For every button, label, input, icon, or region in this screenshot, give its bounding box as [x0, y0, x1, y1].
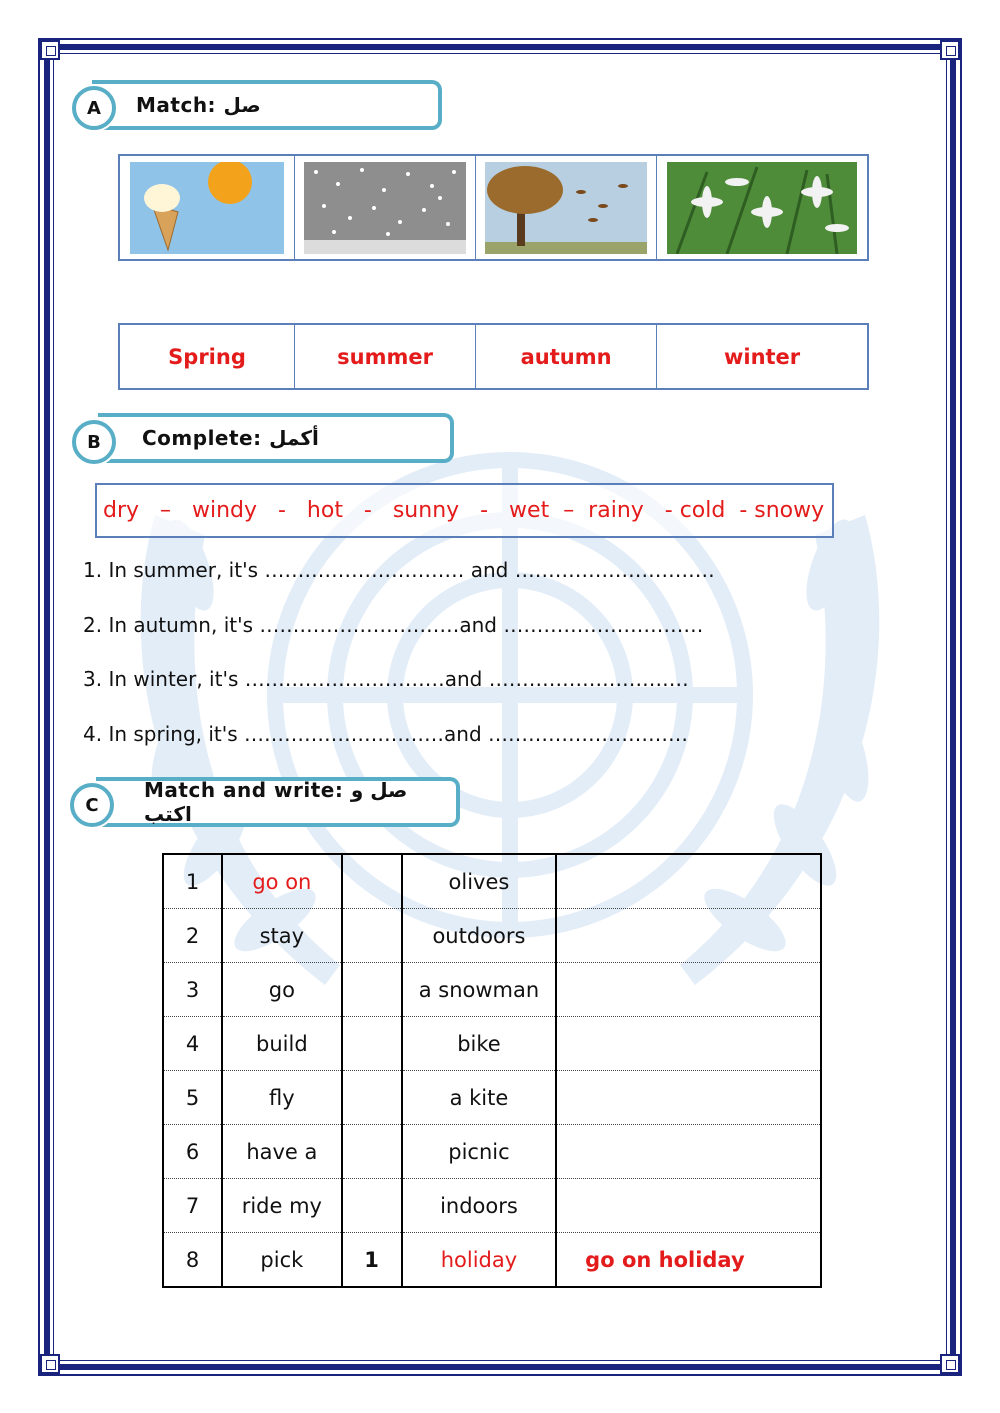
answer-number-cell[interactable]: 1 [342, 1233, 402, 1288]
noun-cell: olives [402, 854, 556, 909]
answer-cell[interactable] [556, 1125, 821, 1179]
verb-cell: stay [222, 909, 341, 963]
answer-cell[interactable] [556, 909, 821, 963]
answer-number-cell[interactable] [342, 909, 402, 963]
word-bank: dry – windy - hot - sunny - wet – rainy - cold - snowy [95, 483, 834, 538]
answer-number-cell[interactable] [342, 1071, 402, 1125]
noun-cell: indoors [402, 1179, 556, 1233]
table-row [163, 1179, 821, 1233]
section-a-header [92, 80, 442, 130]
season-pictures-row [118, 154, 869, 261]
table-row [163, 854, 821, 909]
section-b-badge: B [72, 420, 116, 464]
row-number: 1 [163, 854, 222, 909]
frame-corner [940, 40, 960, 60]
verb-cell: pick [222, 1233, 341, 1288]
section-b-title: Complete: أكمل [142, 426, 319, 450]
table-row [163, 1125, 821, 1179]
picture-cell [295, 156, 476, 259]
picture-cell [120, 156, 295, 259]
answer-number-cell[interactable] [342, 1179, 402, 1233]
section-a-title: Match: صل [136, 93, 261, 117]
verb-cell: go on [222, 854, 341, 909]
answer-cell[interactable] [556, 1179, 821, 1233]
noun-cell: a kite [402, 1071, 556, 1125]
row-number: 6 [163, 1125, 222, 1179]
picture-cell [657, 156, 867, 259]
row-number: 7 [163, 1179, 222, 1233]
ice-cream-and-sun-picture [130, 162, 284, 254]
verb-cell: fly [222, 1071, 341, 1125]
spring-flowers-picture [667, 162, 857, 254]
season-word: autumn [476, 325, 657, 388]
table-row [163, 909, 821, 963]
noun-cell: picnic [402, 1125, 556, 1179]
section-c-title: Match and write: صل و اكتب [144, 778, 408, 826]
answer-cell[interactable]: go on holiday [556, 1233, 821, 1288]
snowfall-picture [304, 162, 466, 254]
sentence-line[interactable]: 2. In autumn, it's …………………………and ………………………… [83, 613, 704, 637]
sentence-line[interactable]: 3. In winter, it's …………………………and ………………………… [83, 667, 689, 691]
answer-cell[interactable] [556, 963, 821, 1017]
table-row [163, 963, 821, 1017]
noun-cell: bike [402, 1017, 556, 1071]
answer-number-cell[interactable] [342, 854, 402, 909]
row-number: 4 [163, 1017, 222, 1071]
frame-corner [940, 1354, 960, 1374]
row-number: 3 [163, 963, 222, 1017]
answer-number-cell[interactable] [342, 1017, 402, 1071]
verb-cell: build [222, 1017, 341, 1071]
sentence-line[interactable]: 4. In spring, it's …………………………and ………………………… [83, 722, 689, 746]
section-c-badge: C [70, 783, 114, 827]
frame-corner [40, 40, 60, 60]
row-number: 8 [185, 1247, 200, 1272]
noun-cell: outdoors [402, 909, 556, 963]
picture-cell [476, 156, 657, 259]
match-write-table [162, 853, 822, 1288]
answer-cell[interactable] [556, 1017, 821, 1071]
table-row [163, 1233, 821, 1288]
season-word: Spring [120, 325, 295, 388]
noun-cell: a snowman [402, 963, 556, 1017]
answer-number-cell[interactable] [342, 1125, 402, 1179]
answer-cell[interactable] [556, 854, 821, 909]
row-number: 2 [163, 909, 222, 963]
section-c-header [96, 777, 460, 827]
row-number: 5 [163, 1071, 222, 1125]
verb-cell: ride my [222, 1179, 341, 1233]
frame-corner [40, 1354, 60, 1374]
noun-cell: holiday [402, 1233, 556, 1288]
season-word: winter [723, 344, 801, 369]
sentence-line[interactable]: 1. In summer, it's ………………………… and ………………………… [83, 558, 715, 582]
section-b-header [98, 413, 454, 463]
verb-cell: go [222, 963, 341, 1017]
season-word: summer [295, 325, 476, 388]
autumn-tree-picture [485, 162, 647, 254]
answer-number-cell[interactable] [342, 963, 402, 1017]
season-words-row [118, 323, 869, 390]
answer-cell[interactable] [556, 1071, 821, 1125]
section-a-badge: A [72, 86, 116, 130]
verb-cell: have a [222, 1125, 341, 1179]
table-row [163, 1017, 821, 1071]
table-row [163, 1071, 821, 1125]
